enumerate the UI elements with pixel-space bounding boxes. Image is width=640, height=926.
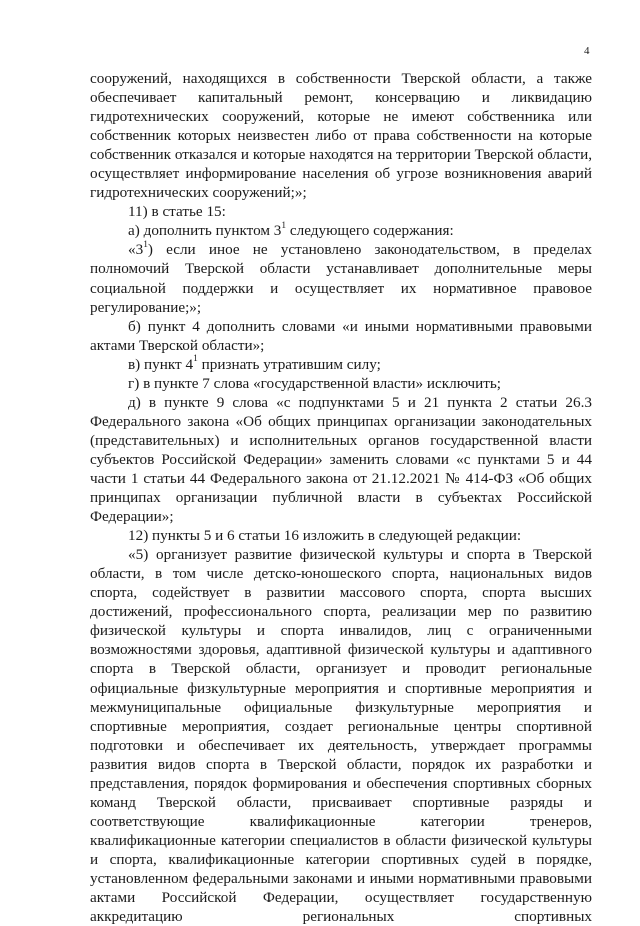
paragraph-5: б) пункт 4 дополнить словами «и иными нормативными правовыми актами Тверской области»; — [90, 317, 592, 354]
superscript: 1 — [281, 220, 287, 231]
document-body — [90, 69, 592, 926]
page-number: 4 — [584, 45, 590, 57]
superscript: 1 — [143, 239, 148, 250]
paragraph-1: сооружений, находящихся в собственности Тверской области, а также обеспечивает капитальный ремонт, консервацию и ликвидацию гидротехнических сооружений, которые не имеют собственника или собственник которых неизвестен либо от права собственности на которые собственник отказался и которые находятся на территории Тверской области, осуществляет информирование населения об угрозе возникновения аварий гидротехнических сооружений;»; — [90, 70, 592, 202]
paragraph-9: 12) пункты 5 и 6 статьи 16 изложить в следующей редакции: — [128, 527, 522, 545]
paragraph-7: г) в пункте 7 слова «государственной власти» исключить; — [128, 374, 502, 392]
paragraph-8: д) в пункте 9 слова «с подпунктами 5 и 21 пункта 2 статьи 26.3 Федерального закона «Об общих принципах организации законодательных (представительных) и исполнительных органов государственной власти субъектов Российской Федерации» заменить словами «с пунктами 5 и 44 части 1 статьи 44 Федерального закона от 21.12.2021 № 414-ФЗ «Об общих принципах организации публичной власти в субъектах Российской Федерации»; — [90, 393, 592, 526]
paragraph-6: в) пункт $4^1$ признать утратившим силу; — [128, 354, 381, 373]
paragraph-3: а) дополнить пунктом $3^1$ следующего содержания: — [128, 220, 454, 240]
paragraph-4: «$3^1$) если иное не установлено законодательством, в пределах полномочий Тверской области устанавливает дополнительные меры социальной поддержки и осуществляет их нормативное правовое регулирование;»; — [90, 239, 592, 316]
superscript: 1 — [193, 354, 198, 365]
paragraph-2: 11) в статье 15: — [128, 203, 226, 221]
paragraph-10: «5) организует развитие физической культуры и спорта в Тверской области, в том числе детско-юношеского спорта, национальных видов спорта, содействует в развитии массового спорта, спорта высших достижений, профессионального спорта, реализации мер по развитию физической культуры и спорта инвалидов, лиц с ограниченными возможностями здоровья, адаптивной физической культуры и адаптивного спорта в Тверской области, организует и проводит региональные официальные физкультурные мероприятия и спортивные мероприятия и межмуниципальные официальные физкультурные мероприятия и спортивные мероприятия, создает региональные центры спортивной подготовки и обеспечивает их деятельность, утверждает программы развития видов спорта в Тверской области, порядок их разработки и представления, порядок формирования и обеспечения спортивных сборных команд Тверской области, присваивает спортивные разряды и соответствующие квалификационные категории тренеров, квалификационные категории специалистов в области физической культуры и спорта, квалификационные категории спортивных судей в порядке, установленном федеральными законами и иными нормативными правовыми актами Российской Федерации, осуществляет государственную аккредитацию региональных спортивных — [90, 546, 592, 926]
